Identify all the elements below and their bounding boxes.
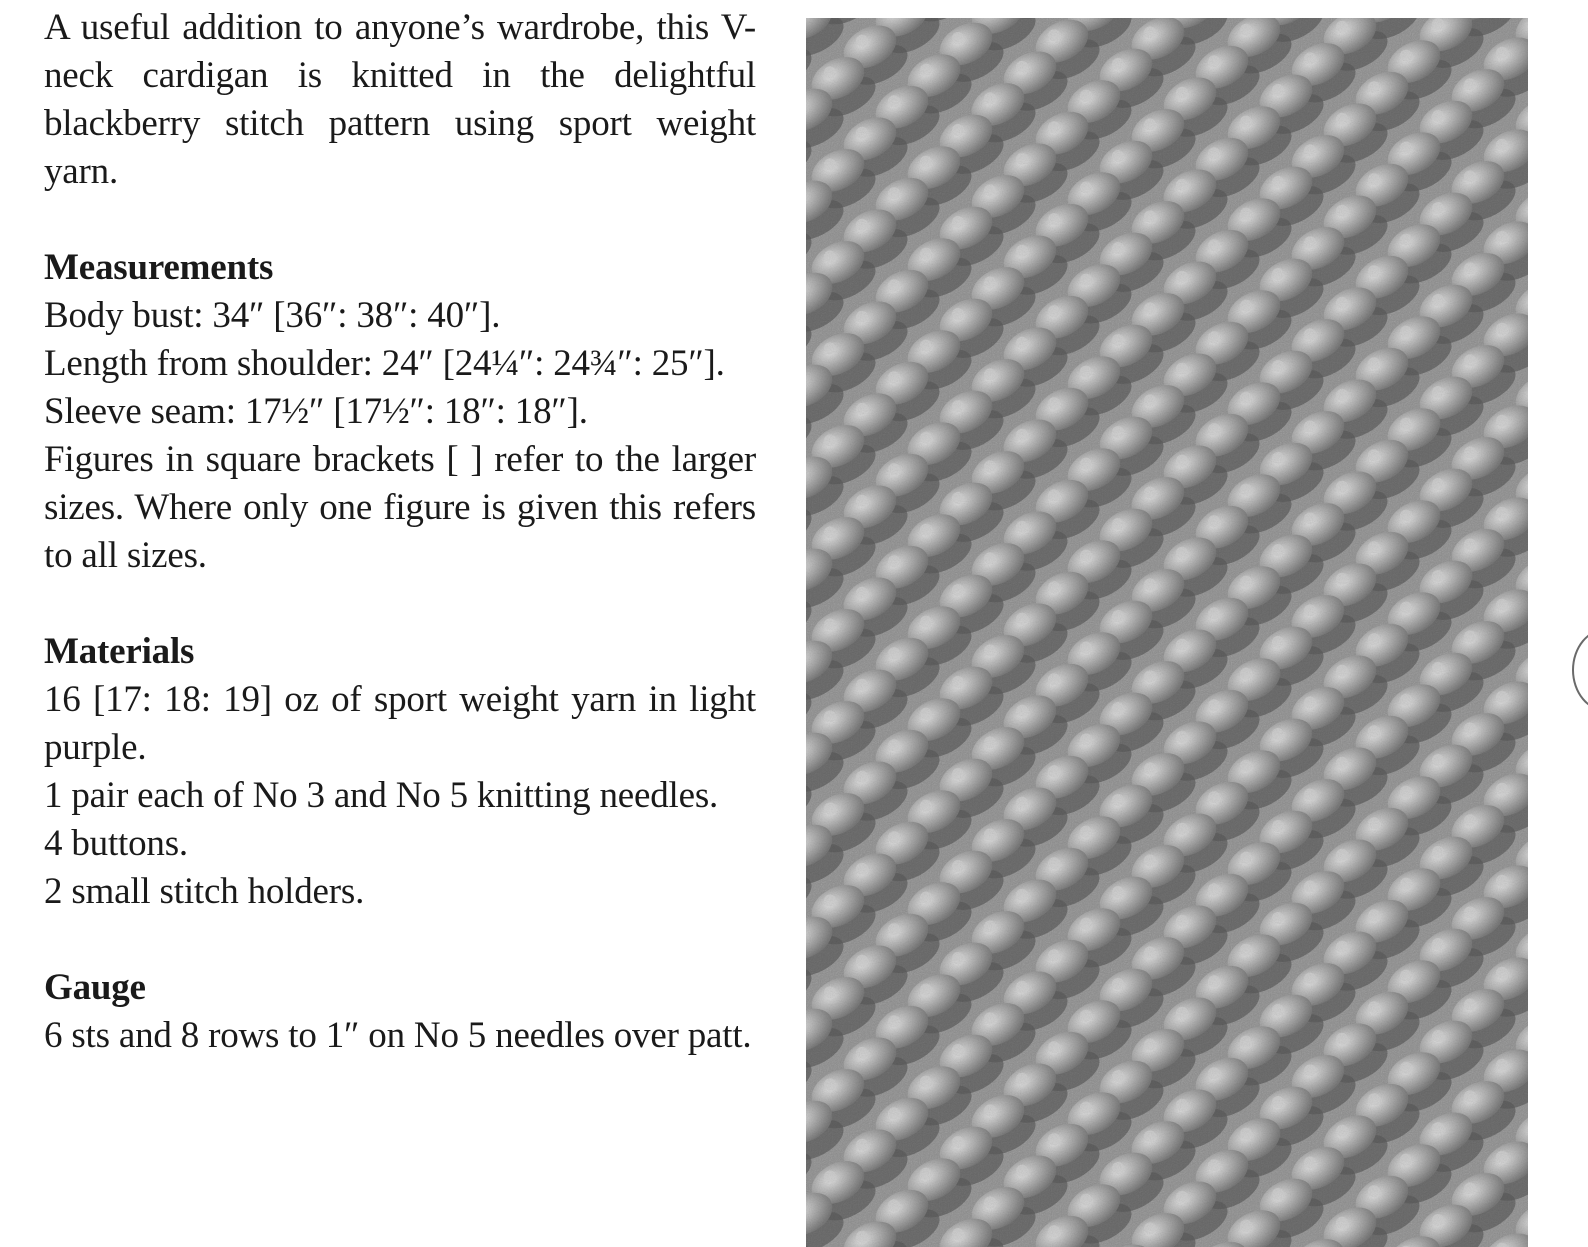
buttons-requirement: 4 buttons. bbox=[44, 823, 188, 864]
materials-heading: Materials bbox=[44, 631, 195, 672]
measurements-heading: Measurements bbox=[44, 247, 274, 288]
yarn-requirement: 16 [17: 18: 19] oz of sport weight yarn in light purple. bbox=[44, 679, 756, 768]
intro-paragraph: A useful addition to anyone’s wardrobe, this V-neck cardigan is knitted in the delightful blackberry stitch pattern using sport weight yarn. bbox=[44, 7, 756, 192]
pattern-text-column bbox=[44, 4, 756, 1060]
bust-measurement: Body bust: 34″ [36″: 38″: 40″]. bbox=[44, 295, 501, 336]
gauge-text: 6 sts and 8 rows to 1″ on No 5 needles over patt. bbox=[44, 1015, 752, 1056]
holders-requirement: 2 small stitch holders. bbox=[44, 871, 365, 912]
binding-hole-mark bbox=[1558, 628, 1588, 718]
sleeve-measurement: Sleeve seam: 17½″ [17½″: 18″: 18″]. bbox=[44, 391, 588, 432]
measurements-section bbox=[44, 244, 756, 580]
materials-section bbox=[44, 628, 756, 916]
needles-requirement: 1 pair each of No 3 and No 5 knitting needles. bbox=[44, 775, 719, 816]
gauge-heading: Gauge bbox=[44, 967, 146, 1008]
stitch-texture-image bbox=[806, 18, 1528, 1247]
sizes-note: Figures in square brackets [ ] refer to the larger sizes. Where only one figure is given this refers to all sizes. bbox=[44, 439, 756, 576]
stitch-swatch-photo bbox=[806, 18, 1528, 1247]
length-measurement: Length from shoulder: 24″ [24¼″: 24¾″: 25″]. bbox=[44, 343, 725, 384]
gauge-section bbox=[44, 964, 756, 1060]
